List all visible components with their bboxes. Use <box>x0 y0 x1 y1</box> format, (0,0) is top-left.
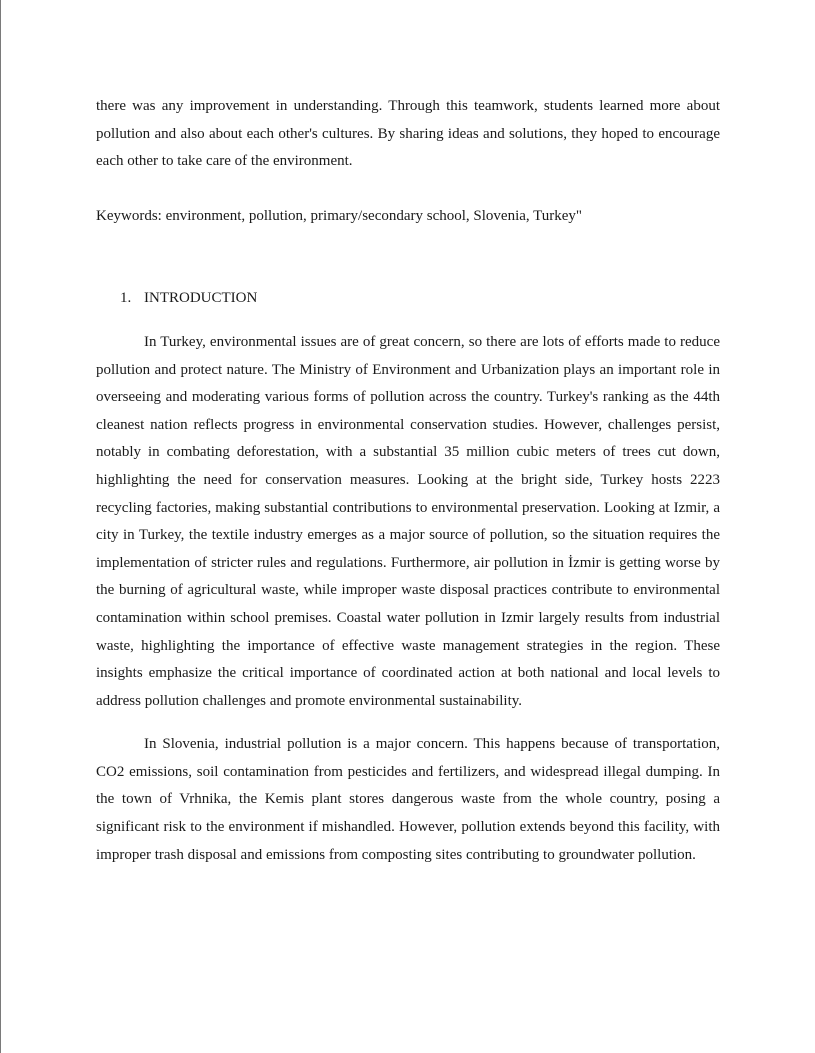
body-paragraph-slovenia: In Slovenia, industrial pollution is a major concern. This happens because of transportation, CO2 emissions, soil contamination from pesticides and fertilizers, and widespread illegal dumping. In the town of Vrhnika, the Kemis plant stores dangerous waste from the whole country, posing a significant risk to the environment if mishandled. However, pollution extends beyond this facility, with improper trash disposal and emissions from composting sites contributing to groundwater pollution. <box>96 736 720 863</box>
page-left-edge <box>0 0 1 1053</box>
section-title: INTRODUCTION <box>144 290 258 307</box>
section-heading <box>120 285 720 313</box>
document-page <box>96 93 720 869</box>
keywords-line: Keywords: environment, pollution, primary/secondary school, Slovenia, Turkey" <box>96 207 583 224</box>
body-paragraph-turkey: In Turkey, environmental issues are of great concern, so there are lots of efforts made to reduce pollution and protect nature. The Ministry of Environment and Urbanization plays an important role in overseeing and moderating various forms of pollution across the country. Turkey's ranking as the 44th cleanest nation reflects progress in environmental conservation studies. However, challenges persist, notably in combating deforestation, with a substantial 35 million cubic meters of trees cut down, highlighting the need for conservation measures. Looking at the bright side, Turkey hosts 2223 recycling factories, making substantial contributions to environmental preservation. Looking at Izmir, a city in Turkey, the textile industry emerges as a major source of pollution, so the situation requires the implementation of stricter rules and regulations. Furthermore, air pollution in İzmir is getting worse by the burning of agricultural waste, while improper waste disposal practices contribute to environmental contamination within school premises. Coastal water pollution in Izmir largely results from industrial waste, highlighting the importance of effective waste management strategies in the region. These insights emphasize the critical importance of coordinated action at both national and local levels to address pollution challenges and promote environmental sustainability. <box>96 333 720 709</box>
section-number: 1. <box>120 290 132 307</box>
abstract-paragraph: there was any improvement in understanding. Through this teamwork, students learned more about pollution and also about each other's cultures. By sharing ideas and solutions, they hoped to encourage each other to take care of the environment. <box>96 98 720 170</box>
